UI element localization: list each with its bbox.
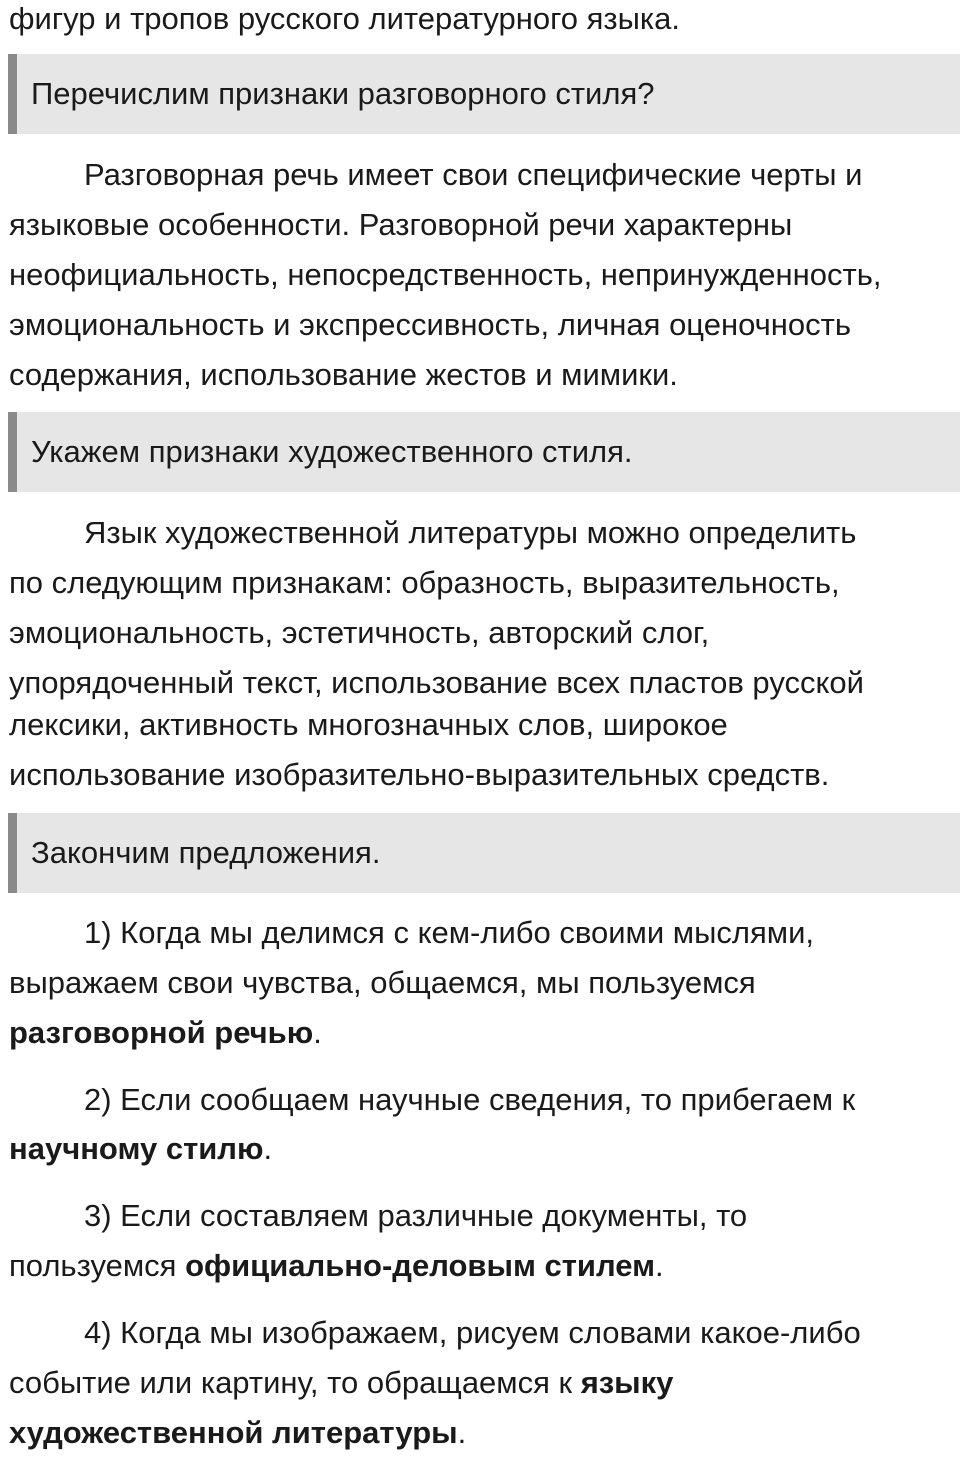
paragraph-line: Язык художественной литературы можно определить (84, 515, 857, 550)
section-heading-text: Перечислим признаки разговорного стиля? (31, 76, 655, 111)
paragraph-line: лексики, активность многозначных слов, широкое (9, 707, 728, 742)
paragraph-line: упорядоченный текст, использование всех пластов русской (9, 665, 864, 700)
list-item-line: научному стилю. (9, 1131, 273, 1166)
list-item-line: 4) Когда мы изображаем, рисуем словами какое-либо (84, 1315, 861, 1350)
bold-term: официально-деловым стилем (185, 1248, 656, 1283)
list-item-line: пользуемся официально-деловым стилем. (9, 1248, 664, 1283)
section-heading-artistic (8, 412, 960, 492)
paragraph-line: языковые особенности. Разговорной речи характерны (9, 207, 793, 242)
paragraph-line: эмоциональность и экспрессивность, личная оценочность (9, 307, 851, 342)
list-item-line: художественной литературы. (9, 1415, 467, 1450)
bold-term: художественной литературы (9, 1415, 458, 1450)
bold-term: языку (580, 1365, 674, 1400)
bold-term: разговорной речью (9, 1015, 314, 1050)
bold-term: научному стилю (9, 1131, 264, 1166)
list-item-line: выражаем свои чувства, общаемся, мы пользуемся (9, 965, 756, 1000)
section-heading-text: Закончим предложения. (31, 835, 381, 870)
list-item-line: событие или картину, то обращаемся к языку (9, 1365, 674, 1400)
paragraph-line: Разговорная речь имеет свои специфические черты и (84, 157, 863, 192)
section-heading-complete-sentences (8, 813, 960, 893)
paragraph-line: использование изобразительно-выразительных средств. (9, 757, 830, 792)
paragraph-line: эмоциональность, эстетичность, авторский слог, (9, 615, 710, 650)
paragraph-line: содержания, использование жестов и мимики. (9, 357, 678, 392)
list-item-line: 3) Если составляем различные документы, то (84, 1198, 748, 1233)
paragraph-line: неофициальность, непосредственность, непринужденность, (9, 257, 882, 292)
section-heading-colloquial (8, 54, 960, 134)
list-item-line: 1) Когда мы делимся с кем-либо своими мыслями, (84, 915, 814, 950)
paragraph-line: по следующим признакам: образность, выразительность, (9, 565, 840, 600)
section-heading-text: Укажем признаки художественного стиля. (31, 434, 633, 469)
list-item-line: 2) Если сообщаем научные сведения, то прибегаем к (84, 1082, 856, 1117)
list-item-line: разговорной речью. (9, 1015, 322, 1050)
intro-text-line: фигур и тропов русского литературного языка. (9, 1, 680, 36)
